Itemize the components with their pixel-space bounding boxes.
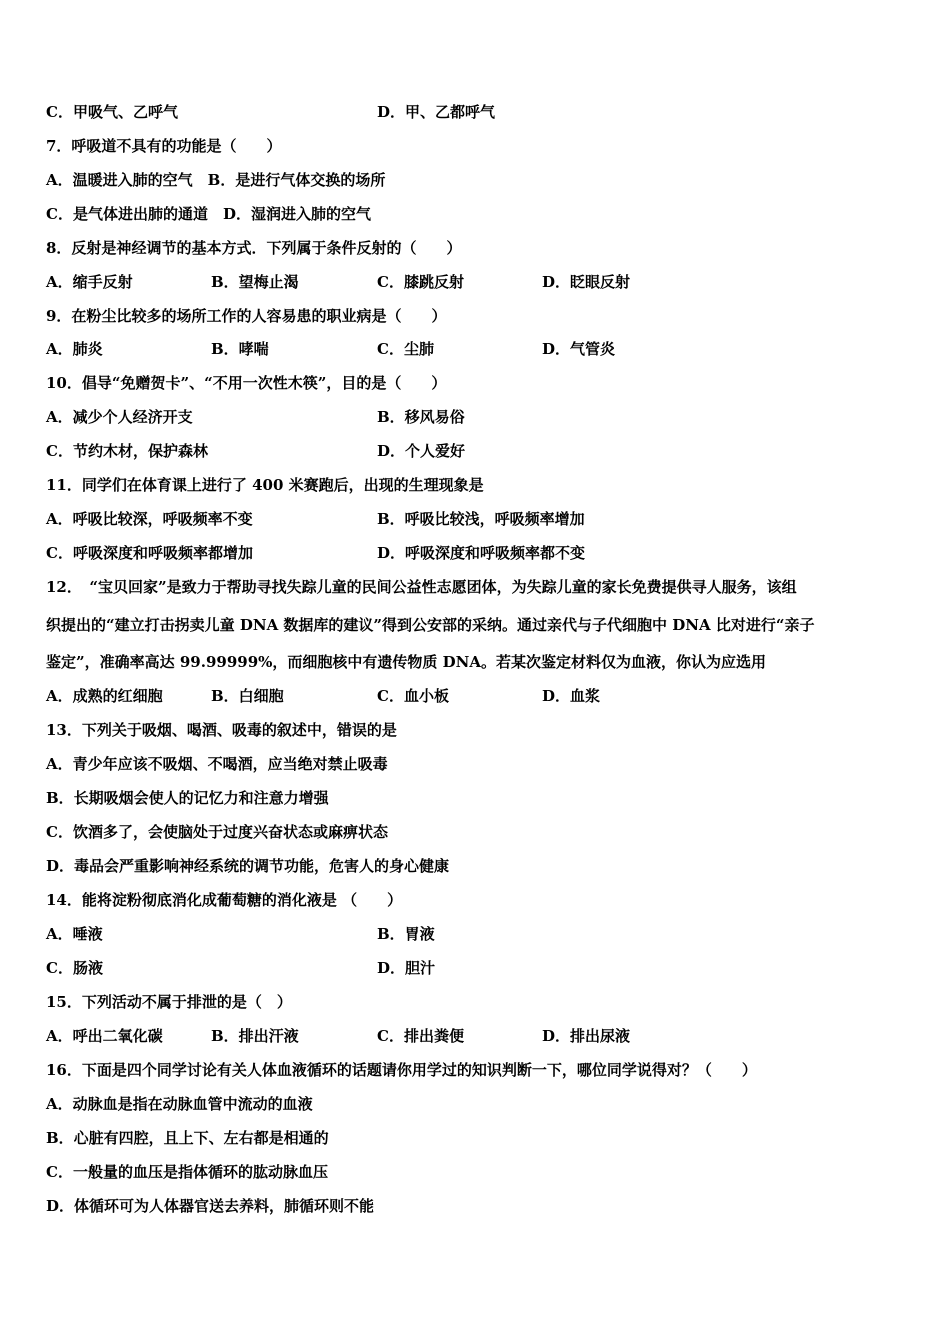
q14-option-d: D．胆汁 xyxy=(377,959,436,977)
q9-option-b: B．哮喘 xyxy=(211,340,269,358)
q9-option-c: C．尘肺 xyxy=(377,340,434,358)
q13-option-c: C．饮酒多了，会使脑处于过度兴奋状态或麻痹状态 xyxy=(46,823,388,841)
q11-stem: 11．同学们在体育课上进行了 400 米赛跑后，出现的生理现象是 xyxy=(46,476,484,494)
q8-option-d: D．眨眼反射 xyxy=(542,273,631,291)
q12-stem-line-2: 织提出的“建立打击拐卖儿童 DNA 数据库的建议”得到公安部的采纳。通过亲代与子代细胞中 DNA 比对进行“亲子 xyxy=(46,616,815,634)
q8-stem: 8．反射是神经调节的基本方式．下列属于条件反射的（ ） xyxy=(46,239,462,257)
q16-option-d: D．体循环可为人体器官送去养料，肺循环则不能 xyxy=(46,1197,375,1215)
q16-option-b: B．心脏有四腔，且上下、左右都是相通的 xyxy=(46,1129,329,1147)
q8-option-b: B．望梅止渴 xyxy=(211,273,299,291)
q13-stem: 13．下列关于吸烟、喝酒、吸毒的叙述中，错误的是 xyxy=(46,721,397,739)
q14-stem: 14．能将淀粉彻底消化成葡萄糖的消化液是 （ ） xyxy=(46,891,403,909)
q16-option-c: C．一般量的血压是指体循环的肱动脉血压 xyxy=(46,1163,328,1181)
q12-option-c: C．血小板 xyxy=(377,687,449,705)
q10-stem: 10．倡导“免赠贺卡”、“不用一次性木筷”，目的是（ ） xyxy=(46,374,447,392)
q15-option-c: C．排出粪便 xyxy=(377,1027,464,1045)
q10-option-d: D．个人爱好 xyxy=(377,442,466,460)
q9-option-d: D．气管炎 xyxy=(542,340,616,358)
q7-stem: 7．呼吸道不具有的功能是（ ） xyxy=(46,137,282,155)
q6-option-d: D．甲、乙都呼气 xyxy=(377,103,496,121)
q9-option-a: A．肺炎 xyxy=(46,340,103,358)
q10-option-b: B．移风易俗 xyxy=(377,408,465,426)
q15-option-b: B．排出汗液 xyxy=(211,1027,299,1045)
q13-option-b: B．长期吸烟会使人的记忆力和注意力增强 xyxy=(46,789,329,807)
q14-option-a: A．唾液 xyxy=(46,925,103,943)
q11-option-b: B．呼吸比较浅，呼吸频率增加 xyxy=(377,510,585,528)
q10-option-a: A．减少个人经济开支 xyxy=(46,408,193,426)
q12-option-d: D．血浆 xyxy=(542,687,601,705)
q8-option-a: A．缩手反射 xyxy=(46,273,133,291)
q12-option-a: A．成熟的红细胞 xyxy=(46,687,163,705)
q15-stem: 15．下列活动不属于排泄的是（ ） xyxy=(46,993,292,1011)
q12-option-b: B．白细胞 xyxy=(211,687,284,705)
q11-option-d: D．呼吸深度和呼吸频率都不变 xyxy=(377,544,586,562)
q13-option-d: D．毒品会严重影响神经系统的调节功能，危害人的身心健康 xyxy=(46,857,450,875)
q16-option-a: A．动脉血是指在动脉血管中流动的血液 xyxy=(46,1095,313,1113)
q7-options-cd: C．是气体进出肺的通道 D．湿润进入肺的空气 xyxy=(46,205,371,223)
q13-option-a: A．青少年应该不吸烟、不喝酒，应当绝对禁止吸毒 xyxy=(46,755,388,773)
q14-option-c: C．肠液 xyxy=(46,959,103,977)
q15-option-a: A．呼出二氧化碳 xyxy=(46,1027,163,1045)
q15-option-d: D．排出尿液 xyxy=(542,1027,631,1045)
q14-option-b: B．胃液 xyxy=(377,925,435,943)
q12-stem-line-1: 12． “宝贝回家”是致力于帮助寻找失踪儿童的民间公益性志愿团体，为失踪儿童的家长免费提供寻人服务，该组 xyxy=(46,578,797,596)
q7-options-ab: A．温暖进入肺的空气 B．是进行气体交换的场所 xyxy=(46,171,386,189)
q10-option-c: C．节约木材，保护森林 xyxy=(46,442,208,460)
q6-option-c: C．甲吸气、乙呼气 xyxy=(46,103,178,121)
q11-option-c: C．呼吸深度和呼吸频率都增加 xyxy=(46,544,253,562)
q8-option-c: C．膝跳反射 xyxy=(377,273,464,291)
q9-stem: 9．在粉尘比较多的场所工作的人容易患的职业病是（ ） xyxy=(46,307,447,325)
q11-option-a: A．呼吸比较深，呼吸频率不变 xyxy=(46,510,253,528)
q16-stem: 16．下面是四个同学讨论有关人体血液循环的话题请你用学过的知识判断一下，哪位同学说得对？（ ） xyxy=(46,1061,757,1079)
q12-stem-line-3: 鉴定”，准确率高达 99.99999%，而细胞核中有遗传物质 DNA。若某次鉴定材料仅为血液，你认为应选用 xyxy=(46,653,766,671)
